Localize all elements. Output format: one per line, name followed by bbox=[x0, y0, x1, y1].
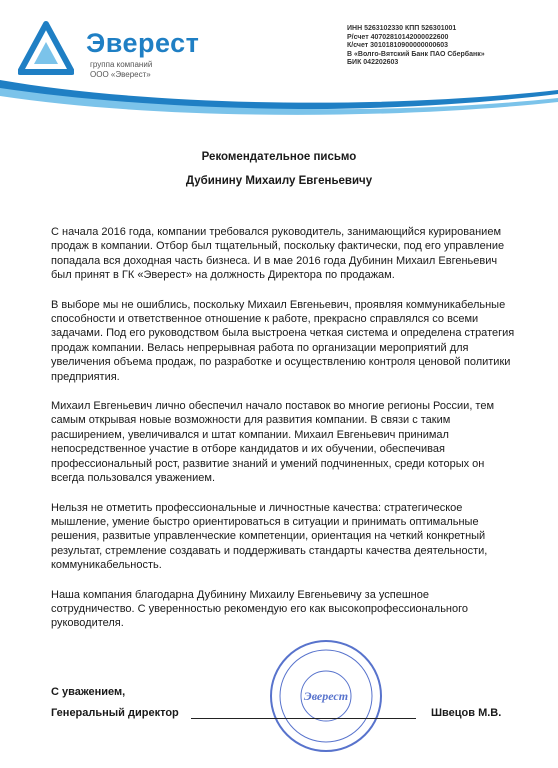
signature-line bbox=[191, 718, 416, 719]
company-subtitle-line: группа компаний bbox=[90, 60, 153, 69]
body-paragraph: Наша компания благодарна Дубинину Михаилу Евгеньевичу за успешное сотрудничество. С уверенностью рекомендую его как высокопрофессионального руководителя. bbox=[51, 588, 469, 630]
requisites-line: БИК 042202603 bbox=[347, 59, 399, 67]
requisites-line: В «Волго-Вятский Банк ПАО Сбербанк» bbox=[347, 50, 485, 58]
letter-title: Рекомендательное письмо bbox=[201, 151, 357, 163]
body-paragraph: Нельзя не отметить профессиональные и личностные качества: стратегическое мышление, умение быстро ориентироваться в ситуации и принимать оптимальные решения, развитые управленческие компетенции, ориентация на четкий конкретный результат, стремление создавать и поддерживать стандарты качества деятельности, коммуникабельность. bbox=[51, 501, 488, 572]
company-subtitle-line: ООО «Эверест» bbox=[90, 70, 151, 79]
body-paragraph: В выборе мы не ошиблись, поскольку Михаил Евгеньевич, проявляя коммуникабельные способности и ответственное отношение к работе, прекрасно справлялся со всеми задачами. Под его руководством была выстроена четкая система и определена стратегия продаж компании. Велась непрерывная работа по организации мероприятий для увеличения объема продаж, по разработке и осуществлению контроля ценовой политики предприятия. bbox=[51, 298, 515, 383]
everest-logo-icon bbox=[18, 20, 74, 76]
bank-requisites bbox=[347, 25, 485, 68]
company-name: Эверест bbox=[86, 28, 200, 58]
company-stamp bbox=[266, 636, 386, 756]
requisites-line: Р/счет 40702810142000022600 bbox=[347, 33, 449, 41]
letter-addressee: Дубинину Михаилу Евгеньевичу bbox=[185, 175, 373, 187]
body-paragraph: С начала 2016 года, компании требовался руководитель, занимающийся курированием продаж в компании. Отбор был тщательный, поскольку фактически, под его управление попадала вся доходная часть бизнеса. И в мае 2016 года Дубинин Михаил Евгеньевич был принят в ГК «Эверест» на должность Директора по продажам. bbox=[51, 226, 505, 282]
requisites-line: ИНН 5263102330 КПП 526301001 bbox=[347, 25, 457, 32]
stamp-label: Эверест bbox=[303, 689, 349, 703]
body-paragraph: Михаил Евгеньевич лично обеспечил начало поставок во многие регионы России, тем самым открывая новые возможности для развития компании. В связи с таким расширением, увеличивался и штат компании. Михаил Евгеньевич принимал непосредственное участие в отборе кандидатов и их обучении, обеспечивая профессиональный рост, развитие знаний и умений подчиненных, среди которых он всегда пользовался уважением. bbox=[51, 400, 495, 485]
header-swoosh bbox=[0, 76, 558, 120]
letter-body bbox=[51, 225, 515, 646]
closing-regards: С уважением, bbox=[51, 686, 126, 698]
signer-name: Швецов М.В. bbox=[431, 707, 502, 719]
signer-position: Генеральный директор bbox=[51, 707, 179, 719]
requisites-line: К/счет 30101810900000000603 bbox=[347, 42, 449, 50]
